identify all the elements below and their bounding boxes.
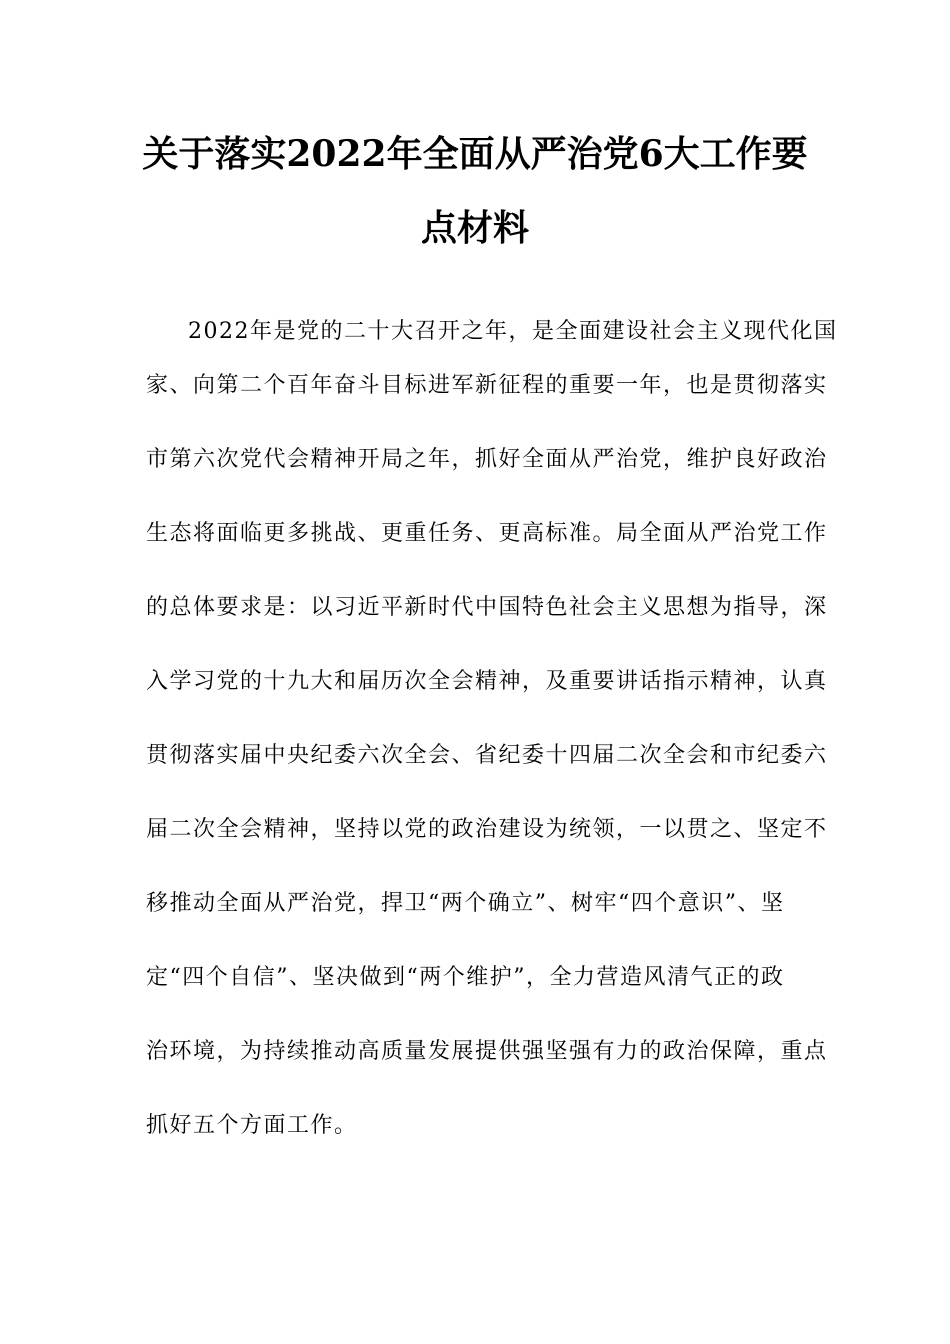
body-line: 移推动全面从严治党，捍卫“两个确立”、树牢“四个意识”、坚 [146, 891, 785, 916]
body-line: 届二次全会精神，坚持以党的政治建设为统领，一以贯之、坚定不 [146, 817, 828, 842]
body-line: 生态将面临更多挑战、更重任务、更高标准。局全面从严治党工作 [146, 521, 828, 546]
body-line: 的总体要求是：以习近平新时代中国特色社会主义思想为指导，深 [146, 595, 828, 620]
document-title-line-2: 点材料 [420, 207, 529, 249]
document-title-line-1: 关于落实2022年全面从严治党6大工作要 [142, 133, 808, 175]
body-line: 家、向第二个百年奋斗目标进军新征程的重要一年，也是贯彻落实 [146, 373, 828, 398]
body-line: 定“四个自信”、坚决做到“两个维护”，全力营造风清气正的政 [146, 965, 785, 990]
body-line: 入学习党的十九大和届历次全会精神，及重要讲话指示精神，认真 [146, 669, 828, 694]
body-line: 2022年是党的二十大召开之年，是全面建设社会主义现代化国 [188, 319, 838, 344]
body-line: 贯彻落实届中央纪委六次全会、省纪委十四届二次全会和市纪委六 [146, 743, 828, 768]
body-line: 治环境，为持续推动高质量发展提供强坚强有力的政治保障，重点 [146, 1039, 828, 1064]
body-line: 市第六次党代会精神开局之年，抓好全面从严治党，维护良好政治 [146, 447, 828, 472]
body-line: 抓好五个方面工作。 [146, 1113, 358, 1138]
